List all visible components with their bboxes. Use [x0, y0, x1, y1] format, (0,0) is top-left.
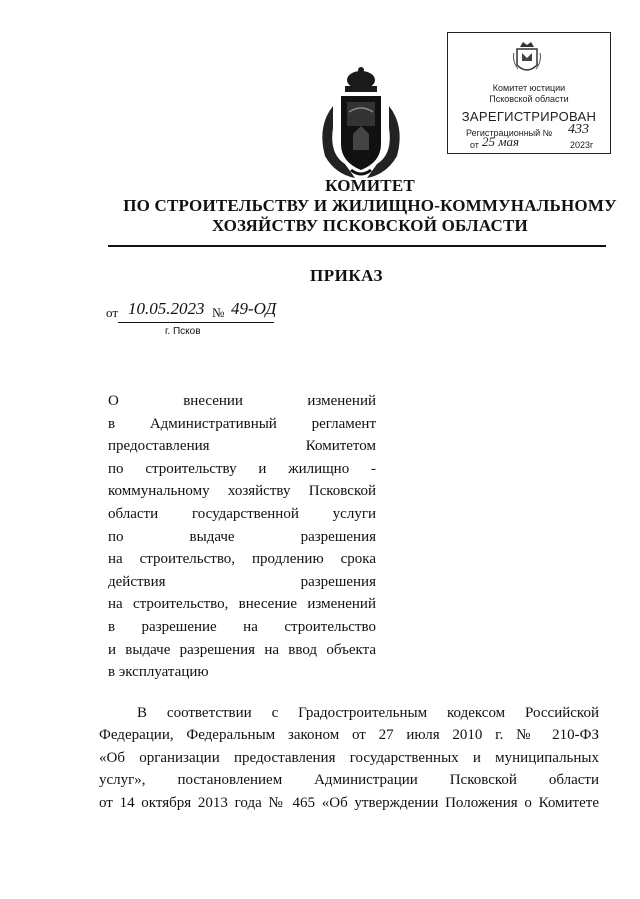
stamp-org-line-1: Комитет юстиции: [492, 83, 566, 93]
subject-line: действия разрешения: [108, 573, 376, 590]
org-name-line-2: ПО СТРОИТЕЛЬСТВУ И ЖИЛИЩНО-КОММУНАЛЬНОМУ: [123, 196, 617, 215]
order-subject: [108, 390, 376, 684]
stamp-date-prefix: от: [470, 140, 479, 150]
registration-stamp: [447, 32, 611, 154]
body-line: «Об организации предоставления государственных и муниципальных: [99, 749, 599, 766]
body-line: Федерации, Федеральным законом от 27 июля 2010 г. № 210-ФЗ: [99, 727, 599, 744]
body-line: от 14 октября 2013 года № 465 «Об утверждении Положения о Комитете: [99, 794, 599, 811]
header-divider: [108, 245, 606, 247]
subject-line: предоставления Комитетом: [108, 438, 376, 455]
order-date: 10.05.2023: [128, 299, 205, 318]
org-name-line-1: КОМИТЕТ: [325, 176, 415, 195]
document-type-title: ПРИКАЗ: [310, 266, 383, 285]
stamp-reg-label: Регистрационный №: [466, 128, 553, 138]
org-name-line-3: ХОЗЯЙСТВУ ПСКОВСКОЙ ОБЛАСТИ: [212, 216, 528, 235]
stamp-year: 2023г: [570, 140, 594, 150]
subject-line: на строительство, внесение изменений: [108, 596, 376, 613]
order-underline: [118, 322, 274, 323]
stamp-org-line-2: Псковской области: [489, 94, 569, 104]
subject-line: по выдаче разрешения: [108, 528, 376, 545]
pskov-emblem-icon: [512, 39, 542, 77]
coat-of-arms-icon: [311, 66, 411, 182]
body-line: услуг», постановлением Администрации Псковской области: [99, 772, 599, 789]
stamp-reg-number: 433: [568, 122, 589, 137]
subject-line: О внесении изменений: [108, 393, 376, 409]
order-body: [99, 702, 599, 814]
subject-line: коммунальному хозяйству Псковской: [108, 483, 376, 500]
city-label: г. Псков: [165, 326, 201, 337]
order-date-prefix: от: [106, 305, 119, 320]
subject-line: и выдаче разрешения на ввод объекта: [108, 641, 376, 658]
subject-line: в эксплуатацию: [108, 664, 209, 681]
order-number: 49-ОД: [231, 299, 277, 318]
subject-line: области государственной услуги: [108, 505, 376, 522]
subject-line: в разрешение на строительство: [108, 618, 376, 635]
order-number-sign: №: [212, 305, 225, 320]
body-line: В соответствии с Градостроительным кодексом Российской: [137, 705, 599, 721]
subject-line: на строительство, продлению срока: [108, 551, 376, 568]
stamp-status: ЗАРЕГИСТРИРОВАН: [461, 109, 597, 124]
subject-line: по строительству и жилищно -: [108, 460, 376, 477]
stamp-date: 25 мая: [482, 134, 520, 149]
subject-line: в Административный регламент: [108, 415, 376, 432]
